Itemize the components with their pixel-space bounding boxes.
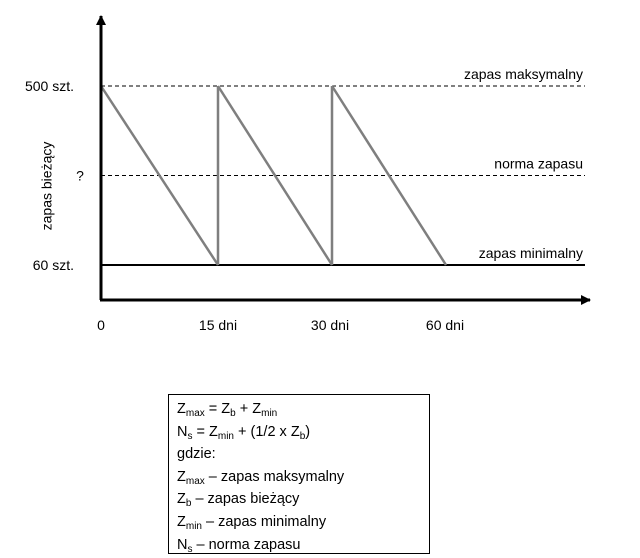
reference-label-0: zapas maksymalny	[463, 66, 583, 82]
reference-lines	[101, 86, 585, 265]
reference-label-2: zapas minimalny	[478, 245, 583, 261]
y-tick-label: ?	[76, 167, 84, 184]
formula-text: N	[177, 536, 188, 553]
formula-text: )	[305, 423, 311, 440]
x-tick-label: 60 dni	[425, 317, 465, 333]
subscript: b	[299, 430, 306, 442]
subscript: max	[185, 408, 205, 419]
formula-text: = Z	[204, 401, 231, 417]
formula-line	[177, 398, 429, 421]
subscript: b	[185, 498, 192, 510]
formula-text: Z	[177, 401, 186, 417]
formula-text: = Z	[192, 423, 218, 440]
formula-line	[177, 443, 429, 466]
formula-line	[177, 466, 429, 489]
formula-box	[168, 394, 430, 554]
x-tick-labels	[97, 317, 464, 333]
formula-text: gdzie:	[177, 446, 216, 463]
subscript: b	[230, 408, 236, 419]
subscript: min	[217, 430, 234, 442]
subscript: min	[185, 520, 202, 532]
x-tick-label: 30 dni	[310, 317, 350, 333]
y-axis-label: zapas bieżący	[38, 141, 55, 231]
subscript: min	[261, 408, 278, 419]
reference-label-1: norma zapasu	[494, 155, 583, 172]
formula-text: – zapas minimalny	[201, 513, 327, 530]
y-tick-label: 500 szt.	[24, 78, 74, 94]
formula-text: – zapas maksymalny	[204, 468, 345, 485]
subscript: max	[185, 475, 205, 487]
formula-line	[177, 511, 429, 534]
subscript: s	[187, 430, 193, 442]
formula-text: + (1/2 x Z	[234, 423, 300, 440]
x-tick-label: 15 dni	[198, 317, 238, 333]
formula-line	[177, 488, 429, 511]
formula-line	[177, 534, 429, 557]
subscript: s	[187, 543, 193, 555]
formula-text: + Z	[235, 401, 262, 417]
formula-text: Z	[177, 468, 186, 485]
formula-text: N	[177, 423, 188, 440]
y-tick-label: 60 szt.	[32, 257, 74, 273]
formula-line	[177, 421, 429, 444]
reference-labels	[464, 66, 583, 261]
formula-text: – norma zapasu	[192, 536, 301, 553]
formula-text: Z	[177, 513, 186, 530]
formula-text: – zapas bieżący	[191, 491, 300, 508]
x-tick-label: 0	[97, 317, 105, 333]
formula-text: Z	[177, 491, 186, 508]
